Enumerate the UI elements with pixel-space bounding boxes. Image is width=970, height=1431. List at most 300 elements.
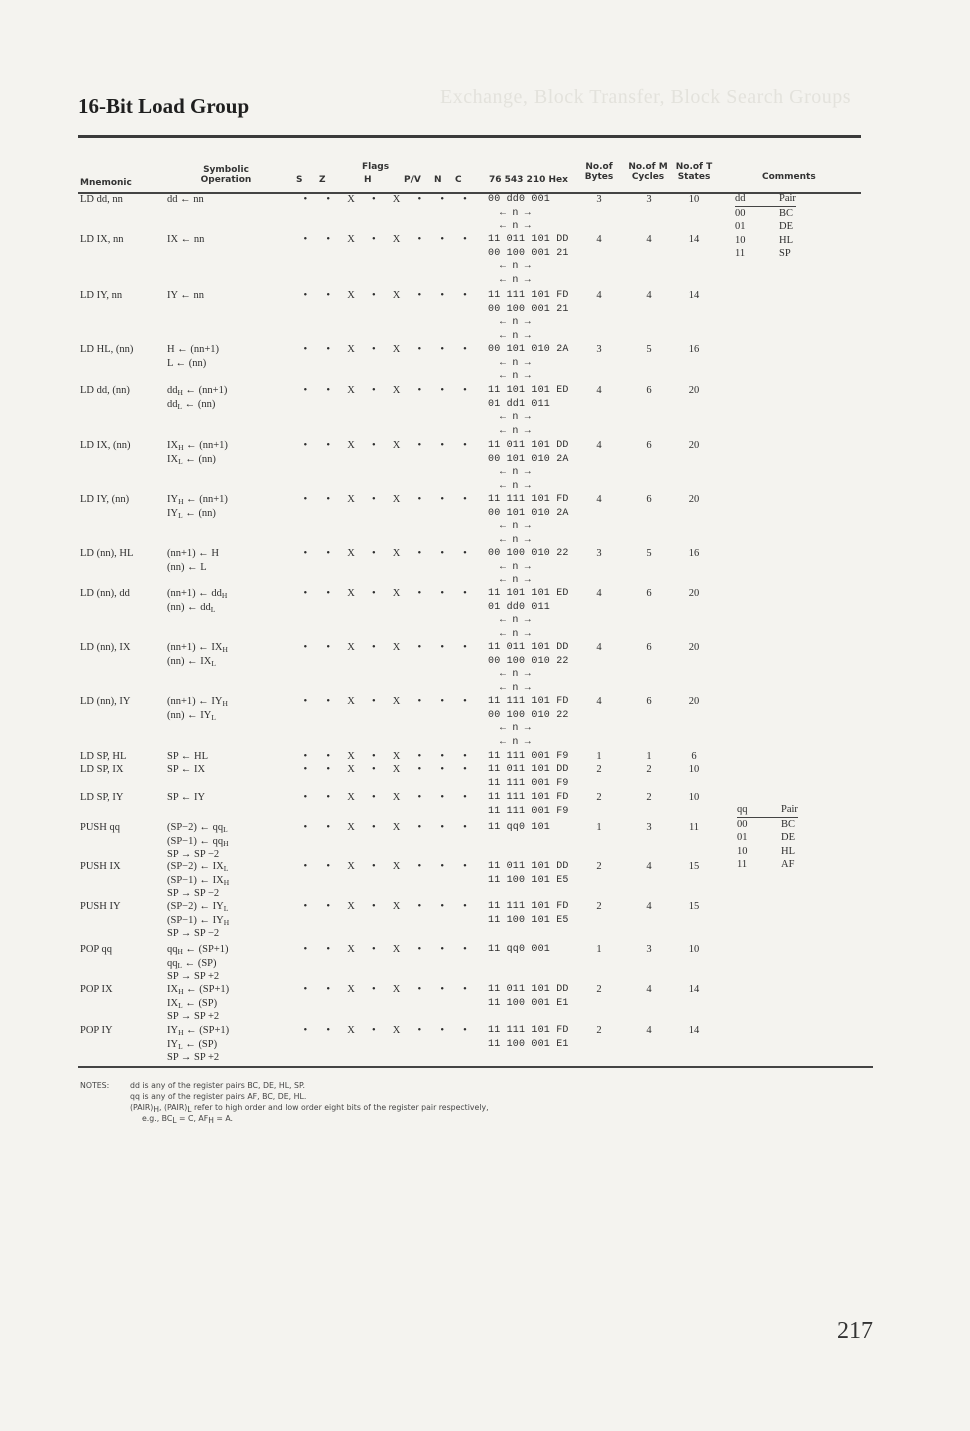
mnemonic: PUSH qq xyxy=(80,822,120,833)
flag-value: • xyxy=(417,344,422,355)
flag-value: X xyxy=(347,344,355,355)
byte-count: 1 xyxy=(596,944,602,955)
flag-value: • xyxy=(326,642,331,653)
flag-value: • xyxy=(440,861,445,872)
byte-count: 1 xyxy=(596,822,602,833)
header-flag-c: C xyxy=(455,175,462,185)
header-m-cycles: No.of M Cycles xyxy=(628,162,668,182)
note-example: e.g., $BC_L = C$, $AF_H = A$. xyxy=(142,1114,234,1125)
opcode: 11 qq0 101 xyxy=(488,822,551,833)
flag-value: • xyxy=(326,548,331,559)
flag-value: • xyxy=(371,792,376,803)
flag-value: X xyxy=(392,440,401,451)
symbolic-operation: SP ← IY xyxy=(167,792,206,803)
flag-value: X xyxy=(392,385,401,396)
flag-value: • xyxy=(417,642,422,653)
pair-table-header: qq Pair xyxy=(737,803,798,818)
flag-value: • xyxy=(326,944,331,955)
flag-effects xyxy=(294,821,476,835)
flag-effects xyxy=(294,943,476,957)
flag-value: • xyxy=(326,194,331,205)
header-opcode: 76 543 210 Hex xyxy=(489,175,568,185)
flag-value: X xyxy=(347,234,355,245)
t-states: 20 xyxy=(688,642,700,653)
t-states: 14 xyxy=(688,1025,700,1036)
m-cycles: 1 xyxy=(646,751,652,762)
flag-effects xyxy=(294,860,476,874)
m-cycles: 3 xyxy=(646,944,652,955)
flag-value: X xyxy=(392,751,401,762)
byte-count: 2 xyxy=(596,861,602,872)
pair-table-row: 11 AF xyxy=(737,859,795,870)
flag-value: • xyxy=(417,984,422,995)
mnemonic: LD (nn), dd xyxy=(80,588,130,599)
mnemonic: LD SP, IX xyxy=(80,764,124,775)
flag-value: X xyxy=(347,385,355,396)
m-cycles: 6 xyxy=(646,696,652,707)
flag-value: • xyxy=(440,944,445,955)
flag-value: • xyxy=(303,385,308,396)
flag-value: • xyxy=(463,642,467,653)
t-states: 14 xyxy=(688,984,700,995)
mnemonic: LD IY, (nn) xyxy=(80,494,130,505)
flag-value: • xyxy=(463,984,467,995)
flag-value: • xyxy=(303,588,308,599)
t-states: 10 xyxy=(688,944,700,955)
flag-value: X xyxy=(347,861,355,872)
mnemonic: LD (nn), IX xyxy=(80,642,131,653)
flag-value: X xyxy=(392,642,401,653)
flag-value: • xyxy=(303,822,308,833)
symbolic-operation: IY ← nn xyxy=(167,290,204,301)
flag-value: X xyxy=(347,751,355,762)
pair-table-row: 01 DE xyxy=(737,832,795,843)
flag-value: • xyxy=(326,792,331,803)
symbolic-operation: dd ← nn xyxy=(167,194,204,205)
m-cycles: 6 xyxy=(646,494,652,505)
flag-value: • xyxy=(303,861,308,872)
header-mnemonic: Mnemonic xyxy=(80,178,132,188)
byte-count: 2 xyxy=(596,901,602,912)
bleed-through-heading: Exchange, Block Transfer, Block Search Groups xyxy=(440,86,852,108)
header-flag-n: N xyxy=(434,175,442,185)
symbolic-operation: IX ← nn xyxy=(167,234,205,245)
opcode: 11 111 101 FD 00 101 010 2A ← n → ← n → xyxy=(488,494,569,546)
page-number: 217 xyxy=(837,1318,873,1344)
flag-value: • xyxy=(440,984,445,995)
note-qq: qq is any of the register pairs AF, BC, DE, HL. xyxy=(130,1092,307,1101)
byte-count: 3 xyxy=(596,548,602,559)
byte-count: 3 xyxy=(596,194,602,205)
flag-value: • xyxy=(303,344,308,355)
flag-value: • xyxy=(463,822,467,833)
flag-value: • xyxy=(463,696,467,707)
flag-value: X xyxy=(392,944,401,955)
byte-count: 4 xyxy=(596,385,602,396)
header-flag-h: H xyxy=(364,175,372,185)
symbolic-operation: $IX_H$ ← (nn+1) $IX_L$ ← (nn) xyxy=(167,440,228,466)
flag-value: • xyxy=(371,696,376,707)
t-states: 20 xyxy=(688,696,700,707)
flag-effects xyxy=(294,791,476,805)
m-cycles: 4 xyxy=(646,901,652,912)
symbolic-operation: (nn+1) ← $IX_H$ (nn) ← $IX_L$ xyxy=(167,642,228,668)
byte-count: 4 xyxy=(596,494,602,505)
flag-value: • xyxy=(417,588,422,599)
flag-value: • xyxy=(417,792,422,803)
flag-value: • xyxy=(303,696,308,707)
opcode: 11 011 101 DD 00 101 010 2A ← n → ← n → xyxy=(488,440,569,492)
flag-value: • xyxy=(303,548,308,559)
opcode: 00 100 010 22 ← n → ← n → xyxy=(488,548,569,586)
flag-effects xyxy=(294,900,476,914)
flag-value: • xyxy=(417,385,422,396)
opcode: 11 111 001 F9 xyxy=(488,751,569,762)
qq-pair-table xyxy=(737,803,798,872)
flag-value: X xyxy=(392,984,401,995)
t-states: 10 xyxy=(688,194,700,205)
m-cycles: 6 xyxy=(646,642,652,653)
m-cycles: 4 xyxy=(646,1025,652,1036)
symbolic-operation: H ← (nn+1) L ← (nn) xyxy=(167,344,219,369)
flag-value: • xyxy=(440,194,445,205)
flag-value: • xyxy=(371,751,376,762)
m-cycles: 3 xyxy=(646,194,652,205)
flag-value: X xyxy=(392,764,401,775)
symbolic-operation: $IY_H$ ← (nn+1) $IY_L$ ← (nn) xyxy=(167,494,228,520)
flag-value: • xyxy=(463,548,467,559)
byte-count: 4 xyxy=(596,290,602,301)
mnemonic: POP IX xyxy=(80,984,113,995)
flag-value: • xyxy=(440,696,445,707)
flag-value: • xyxy=(303,194,308,205)
flag-value: • xyxy=(417,290,422,301)
opcode: 00 dd0 001 ← n → ← n → xyxy=(488,194,551,232)
flag-value: X xyxy=(392,194,401,205)
t-states: 20 xyxy=(688,588,700,599)
mnemonic: PUSH IX xyxy=(80,861,121,872)
byte-count: 4 xyxy=(596,696,602,707)
flag-value: • xyxy=(440,764,445,775)
m-cycles: 4 xyxy=(646,234,652,245)
opcode: 11 011 101 DD 00 100 010 22 ← n → ← n → xyxy=(488,642,569,694)
flag-value: • xyxy=(371,344,376,355)
header-flag-s: S xyxy=(296,175,303,185)
header-t-states: No.of T States xyxy=(675,162,713,182)
pair-table-row: 00 BC xyxy=(737,818,796,830)
flag-value: • xyxy=(371,984,376,995)
header-flag-pv: P/V xyxy=(404,175,421,185)
flag-value: • xyxy=(440,792,445,803)
flag-value: X xyxy=(392,234,401,245)
flag-value: • xyxy=(463,344,467,355)
flag-value: • xyxy=(371,861,376,872)
flag-value: • xyxy=(440,440,445,451)
flag-value: • xyxy=(303,234,308,245)
byte-count: 4 xyxy=(596,440,602,451)
opcode: 11 101 101 ED 01 dd1 011 ← n → ← n → xyxy=(488,385,569,437)
flag-effects xyxy=(294,384,476,398)
symbolic-operation: $dd_H$ ← (nn+1) $dd_L$ ← (nn) xyxy=(167,385,228,411)
flag-value: • xyxy=(326,764,331,775)
m-cycles: 4 xyxy=(646,861,652,872)
symbolic-operation: (nn+1) ← $dd_H$ (nn) ← $dd_L$ xyxy=(167,588,228,614)
flag-value: X xyxy=(392,1025,401,1036)
flag-value: • xyxy=(326,984,331,995)
flag-value: • xyxy=(417,234,422,245)
flag-value: • xyxy=(417,494,422,505)
flag-effects xyxy=(294,547,476,561)
byte-count: 2 xyxy=(596,764,602,775)
flag-value: • xyxy=(371,588,376,599)
flag-value: • xyxy=(463,944,467,955)
flag-value: • xyxy=(371,290,376,301)
flag-value: X xyxy=(347,642,355,653)
flag-value: • xyxy=(463,901,467,912)
flag-value: • xyxy=(326,861,331,872)
t-states: 11 xyxy=(688,822,700,833)
m-cycles: 4 xyxy=(646,290,652,301)
flag-value: • xyxy=(326,344,331,355)
opcode: 11 111 101 FD 11 100 001 E1 xyxy=(488,1025,569,1050)
t-states: 16 xyxy=(688,548,700,559)
flag-value: • xyxy=(463,494,467,505)
symbolic-operation: $qq_H$ ← (SP+1) $qq_L$ ← (SP) SP → SP +2 xyxy=(167,944,229,982)
title-rule xyxy=(78,135,861,138)
flag-value: • xyxy=(463,385,467,396)
flag-effects xyxy=(294,587,476,601)
m-cycles: 5 xyxy=(646,344,652,355)
symbolic-operation: (SP−2) ← $qq_L$ (SP−1) ← $qq_H$ SP → SP −2 xyxy=(167,822,229,860)
t-states: 6 xyxy=(691,751,697,762)
mnemonic: LD dd, nn xyxy=(80,194,123,205)
byte-count: 4 xyxy=(596,642,602,653)
pair-table-row: 10 HL xyxy=(735,234,793,246)
flag-value: X xyxy=(347,588,355,599)
flag-value: • xyxy=(371,822,376,833)
flag-value: • xyxy=(303,440,308,451)
opcode: 11 111 101 FD 00 100 010 22 ← n → ← n → xyxy=(488,696,569,748)
pair-table-row: 11 SP xyxy=(735,248,791,259)
flag-effects xyxy=(294,763,476,777)
flag-value: • xyxy=(371,440,376,451)
flag-value: • xyxy=(303,764,308,775)
m-cycles: 6 xyxy=(646,588,652,599)
flag-value: • xyxy=(440,1025,445,1036)
flag-value: • xyxy=(440,751,445,762)
opcode: 00 101 010 2A ← n → ← n → xyxy=(488,344,569,382)
flag-value: X xyxy=(392,901,401,912)
flag-effects xyxy=(294,193,476,207)
flag-value: • xyxy=(440,290,445,301)
opcode: 11 qq0 001 xyxy=(488,944,551,955)
m-cycles: 5 xyxy=(646,548,652,559)
section-title: 16-Bit Load Group xyxy=(78,94,250,118)
flag-value: • xyxy=(463,751,467,762)
header-flags: Flags xyxy=(362,162,390,172)
m-cycles: 6 xyxy=(646,440,652,451)
flag-value: • xyxy=(303,751,308,762)
flag-value: X xyxy=(347,494,355,505)
flag-value: • xyxy=(303,984,308,995)
pair-table-row: 01 DE xyxy=(735,221,793,232)
flag-effects xyxy=(294,493,476,507)
opcode: 11 011 101 DD 11 100 001 E1 xyxy=(488,984,569,1009)
symbolic-operation: SP ← IX xyxy=(167,764,206,775)
flag-value: • xyxy=(326,588,331,599)
t-states: 10 xyxy=(688,792,700,803)
flag-value: • xyxy=(371,385,376,396)
table-bottom-rule xyxy=(78,1066,873,1068)
opcode: 11 111 101 FD 11 100 101 E5 xyxy=(488,901,569,926)
flag-value: • xyxy=(326,901,331,912)
notes-body xyxy=(130,1080,489,1124)
mnemonic: LD SP, HL xyxy=(80,751,127,762)
flag-value: X xyxy=(347,901,355,912)
flag-value: • xyxy=(463,764,467,775)
flag-value: • xyxy=(417,696,422,707)
flag-value: • xyxy=(463,588,467,599)
t-states: 20 xyxy=(688,385,700,396)
flag-value: • xyxy=(440,588,445,599)
flag-value: X xyxy=(347,792,355,803)
byte-count: 2 xyxy=(596,792,602,803)
flag-value: • xyxy=(440,901,445,912)
flag-value: • xyxy=(371,234,376,245)
flag-value: • xyxy=(303,642,308,653)
flag-value: • xyxy=(371,194,376,205)
t-states: 14 xyxy=(688,234,700,245)
flag-value: • xyxy=(463,861,467,872)
symbolic-operation: $IY_H$ ← (SP+1) $IY_L$ ← (SP) SP → SP +2 xyxy=(167,1025,230,1063)
flag-value: • xyxy=(440,234,445,245)
flag-value: • xyxy=(371,764,376,775)
mnemonic: LD SP, IY xyxy=(80,792,124,803)
header-comments: Comments xyxy=(762,172,816,182)
t-states: 20 xyxy=(688,494,700,505)
flag-effects xyxy=(294,983,476,997)
flag-value: X xyxy=(347,944,355,955)
flag-value: • xyxy=(371,1025,376,1036)
byte-count: 4 xyxy=(596,588,602,599)
flag-value: • xyxy=(371,901,376,912)
opcode: 11 011 101 DD 00 100 001 21 ← n → ← n → xyxy=(488,234,569,286)
opcode: 11 111 101 FD 11 111 001 F9 xyxy=(488,792,569,817)
symbolic-operation: SP ← HL xyxy=(167,751,209,762)
flag-value: • xyxy=(440,642,445,653)
flag-value: X xyxy=(392,696,401,707)
mnemonic: LD IX, (nn) xyxy=(80,440,131,451)
m-cycles: 6 xyxy=(646,385,652,396)
flag-value: X xyxy=(347,696,355,707)
flag-value: • xyxy=(326,822,331,833)
flag-value: • xyxy=(326,696,331,707)
t-states: 15 xyxy=(688,901,700,912)
flag-effects xyxy=(294,750,476,764)
flag-value: • xyxy=(463,234,467,245)
flag-value: X xyxy=(392,494,401,505)
opcode: 11 111 101 FD 00 100 001 21 ← n → ← n → xyxy=(488,290,569,342)
opcode: 11 101 101 ED 01 dd0 011 ← n → ← n → xyxy=(488,588,569,640)
m-cycles: 4 xyxy=(646,984,652,995)
mnemonic: LD IX, nn xyxy=(80,234,124,245)
flag-value: • xyxy=(371,548,376,559)
flag-value: X xyxy=(347,764,355,775)
byte-count: 2 xyxy=(596,984,602,995)
flag-value: • xyxy=(326,1025,331,1036)
flag-value: • xyxy=(303,494,308,505)
flag-value: • xyxy=(463,1025,467,1036)
t-states: 15 xyxy=(688,861,700,872)
mnemonic: LD (nn), IY xyxy=(80,696,131,707)
flag-value: • xyxy=(371,944,376,955)
flag-effects xyxy=(294,641,476,655)
mnemonic: LD (nn), HL xyxy=(80,548,134,559)
flag-value: • xyxy=(417,764,422,775)
flag-value: • xyxy=(440,385,445,396)
flag-value: • xyxy=(463,290,467,301)
flag-value: X xyxy=(347,1025,355,1036)
flag-value: • xyxy=(326,290,331,301)
flag-value: X xyxy=(347,440,355,451)
flag-value: X xyxy=(347,290,355,301)
symbolic-operation: (SP−2) ← $IY_L$ (SP−1) ← $IY_H$ SP → SP −2 xyxy=(167,901,230,939)
dd-pair-table xyxy=(735,192,796,261)
symbolic-operation: (nn+1) ← $IY_H$ (nn) ← $IY_L$ xyxy=(167,696,228,722)
flag-value: • xyxy=(440,494,445,505)
flag-effects xyxy=(294,439,476,453)
note-dd: dd is any of the register pairs BC, DE, HL, SP. xyxy=(130,1081,305,1090)
flag-effects xyxy=(294,289,476,303)
flag-value: • xyxy=(417,1025,422,1036)
flag-value: X xyxy=(392,290,401,301)
flag-value: • xyxy=(326,751,331,762)
symbolic-operation: (SP−2) ← $IX_L$ (SP−1) ← $IX_H$ SP → SP −2 xyxy=(167,861,230,899)
notes-label: NOTES: xyxy=(80,1081,110,1090)
header-symbolic: Symbolic Operation xyxy=(200,165,252,185)
flag-value: • xyxy=(303,290,308,301)
flag-value: • xyxy=(417,194,422,205)
pair-table-header: dd Pair xyxy=(735,192,796,207)
flag-value: X xyxy=(392,861,401,872)
opcode: 11 011 101 DD 11 100 101 E5 xyxy=(488,861,569,886)
flag-value: • xyxy=(326,494,331,505)
flag-value: • xyxy=(417,901,422,912)
flag-value: • xyxy=(440,548,445,559)
flag-value: X xyxy=(392,792,401,803)
t-states: 14 xyxy=(688,290,700,301)
flag-value: • xyxy=(417,440,422,451)
symbolic-operation: $IX_H$ ← (SP+1) $IX_L$ ← (SP) SP → SP +2 xyxy=(167,984,230,1022)
flag-value: • xyxy=(326,234,331,245)
symbolic-operation: (nn+1) ← H (nn) ← L xyxy=(167,548,219,573)
flag-value: X xyxy=(347,822,355,833)
flag-value: • xyxy=(463,440,467,451)
mnemonic: LD IY, nn xyxy=(80,290,123,301)
byte-count: 4 xyxy=(596,234,602,245)
flag-value: • xyxy=(440,822,445,833)
mnemonic: LD dd, (nn) xyxy=(80,385,130,396)
flag-effects xyxy=(294,1024,476,1038)
t-states: 20 xyxy=(688,440,700,451)
byte-count: 2 xyxy=(596,1025,602,1036)
flag-value: • xyxy=(417,944,422,955)
flag-value: • xyxy=(417,548,422,559)
note-pair-halves: $(PAIR)_H$, $(PAIR)_L$ refer to high order and low order eight bits of the register pair respectively, xyxy=(130,1103,489,1114)
flag-value: • xyxy=(303,901,308,912)
flag-value: X xyxy=(392,344,401,355)
flag-value: • xyxy=(326,440,331,451)
